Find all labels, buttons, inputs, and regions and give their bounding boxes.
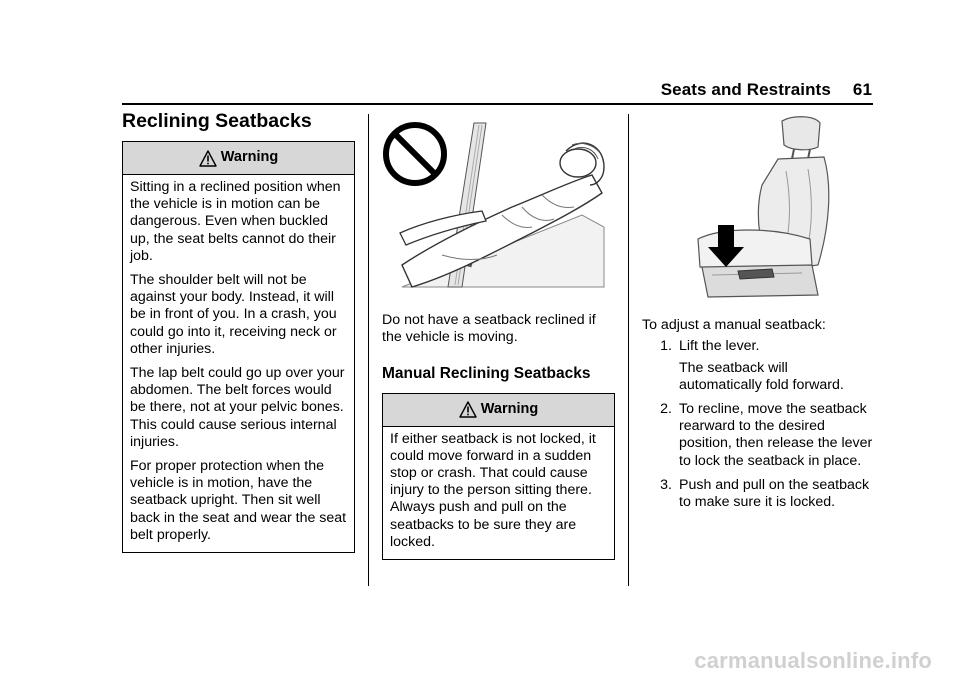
seat-lever-illustration (642, 115, 874, 300)
list-item (642, 477, 874, 511)
warning-body (383, 427, 614, 559)
instructions-intro: To adjust a manual seatback: (642, 317, 826, 334)
list-item (642, 401, 874, 470)
warning-paragraph: If either seatback is not locked, it could move forward in a sudden stop or crash. That could cause injury to the person sitting there. Always push and pull on the seatbacks to be sure they are locked. (390, 430, 596, 550)
warning-triangle-icon (199, 150, 217, 167)
column-divider (368, 114, 369, 586)
prohibition-icon (386, 125, 444, 183)
reclined-occupant-illustration (382, 115, 607, 290)
column-3 (642, 115, 874, 518)
step-text: Lift the lever. (679, 338, 760, 355)
warning-triangle-icon (459, 401, 477, 418)
page-number: 61 (852, 80, 872, 99)
step-text: To recline, move the seatback rearward to the desired position, then release the lever to lock the seatback in place. (679, 401, 873, 469)
watermark: carmanualsonline.info (694, 648, 932, 673)
section-title: Seats and Restraints (660, 80, 831, 99)
warning-label: Warning (480, 401, 539, 417)
warning-paragraph: Sitting in a reclined position when the vehicle is in motion can be dangerous. Even when buckled up, the seat belts cannot do their job. (130, 179, 341, 264)
warning-paragraph: The shoulder belt will not be against your body. Instead, it will be in front of you. In a crash, you could go into it, receiving neck or other injuries. (130, 272, 337, 357)
warning-box (122, 141, 355, 553)
subsection-heading: Manual Reclining Seatbacks (382, 364, 591, 382)
step-number: 1. (660, 338, 672, 355)
running-header (661, 80, 872, 100)
image-caption: Do not have a seatback reclined if the vehicle is moving. (382, 312, 596, 346)
step-number: 2. (660, 401, 672, 418)
warning-header (123, 142, 354, 175)
seat-illustration (698, 117, 829, 297)
warning-paragraph: The lap belt could go up over your abdomen. The belt forces would be there, not at your pelvic bones. This could cause serious internal injuries. (130, 365, 345, 450)
warning-paragraph: For proper protection when the vehicle is in motion, have the seatback upright. Then sit well back in the seat and wear the seat belt properly. (130, 458, 347, 543)
column-1 (122, 110, 355, 553)
column-2 (382, 115, 615, 560)
column-divider (628, 114, 629, 586)
steps-list (642, 338, 874, 511)
header-rule (122, 103, 873, 105)
section-heading: Reclining Seatbacks (122, 110, 312, 132)
list-item (642, 338, 874, 394)
warning-header (383, 394, 614, 427)
warning-box (382, 393, 615, 560)
step-number: 3. (660, 476, 672, 493)
step-text: Push and pull on the seatback to make sure it is locked. (679, 476, 870, 511)
warning-label: Warning (220, 149, 279, 166)
step-note: The seatback will automatically fold forward. (679, 359, 844, 393)
warning-body (123, 175, 354, 552)
